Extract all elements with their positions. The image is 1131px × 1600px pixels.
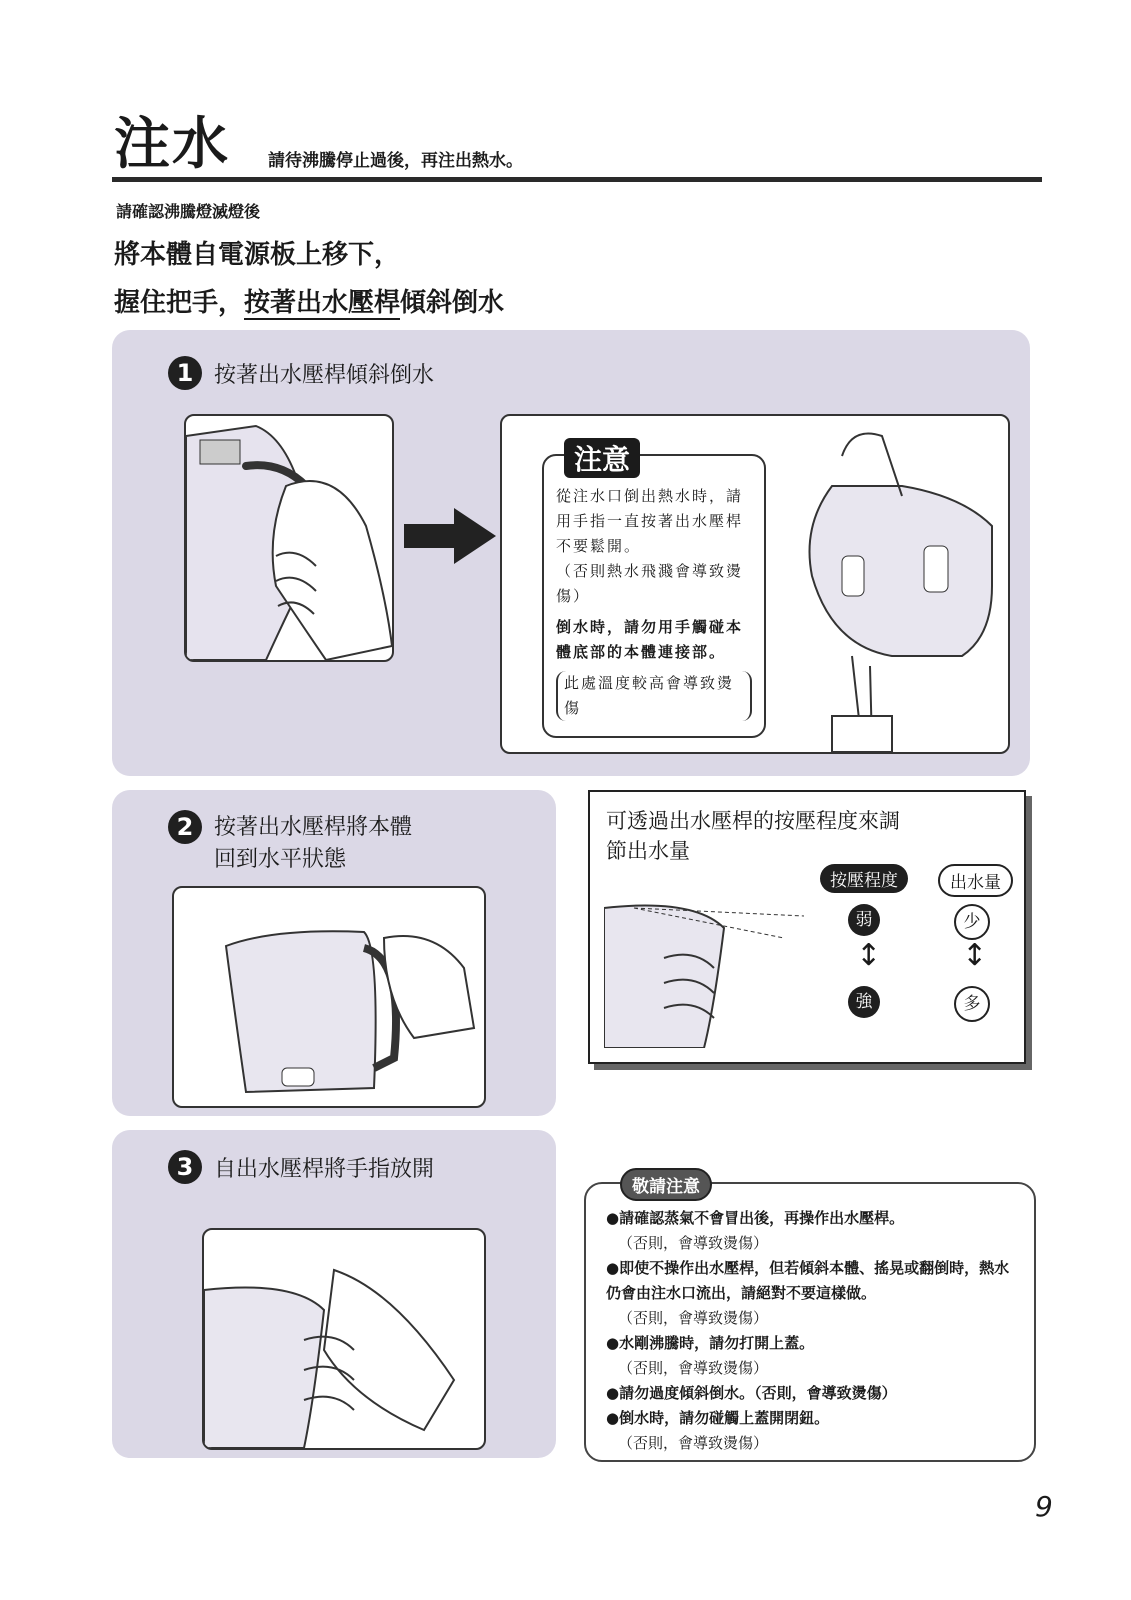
caution-text-p1-note: （否則熱水飛濺會導致燙傷） bbox=[556, 562, 744, 605]
note-item: ●即使不操作出水壓桿，但若傾斜本體、搖晃或翻倒時，熱水仍會由注水口流出，請絕對不要這樣做。 bbox=[606, 1259, 1010, 1302]
notes-tag: 敬請注意 bbox=[620, 1168, 712, 1201]
note-item-sub: （否則，會導致燙傷） bbox=[618, 1309, 769, 1327]
instruction-line-2 bbox=[114, 282, 504, 319]
caution-text bbox=[556, 484, 752, 721]
adjust-title-line1: 可透過出水壓桿的按壓程度來調 bbox=[606, 809, 900, 833]
page-title: 注水 bbox=[114, 112, 230, 177]
note-item: ●倒水時，請勿碰觸上蓋開閉鈕。 bbox=[606, 1409, 830, 1427]
strong-badge: 強 bbox=[848, 986, 880, 1018]
instruction-line-1: 將本體自電源板上移下， bbox=[114, 240, 401, 270]
note-item: ●請確認蒸氣不會冒出後，再操作出水壓桿。 bbox=[606, 1209, 905, 1227]
adjust-title-line2: 節出水量 bbox=[606, 839, 690, 863]
caution-text-p2: 倒水時，請勿用手觸碰本體底部的本體連接部。 bbox=[556, 618, 744, 661]
water-amount-label: 出水量 bbox=[938, 864, 1013, 897]
page-subtitle: 請待沸騰停止過後，再注出熱水。 bbox=[268, 151, 523, 171]
step3-title: 自出水壓桿將手指放開 bbox=[214, 1157, 435, 1182]
arrow-right-icon bbox=[404, 508, 496, 568]
note-item: ●水剛沸騰時，請勿打開上蓋。 bbox=[606, 1334, 815, 1352]
more-badge: 多 bbox=[954, 986, 990, 1022]
note-item-sub: （否則，會導致燙傷） bbox=[618, 1359, 769, 1377]
page-number: 9 bbox=[1035, 1490, 1053, 1523]
step3-number: 3 bbox=[168, 1150, 202, 1184]
kettle-level-illustration bbox=[174, 888, 484, 1106]
title-rule bbox=[112, 177, 1042, 182]
caution-text-p2-note: 此處溫度較高會導致燙傷 bbox=[556, 671, 752, 721]
press-level-label: 按壓程度 bbox=[820, 864, 908, 893]
caution-tag: 注意 bbox=[564, 438, 640, 478]
kettle-pouring-illustration bbox=[792, 416, 1008, 752]
caution-text-p1: 從注水口倒出熱水時，請用手指一直按著出水壓桿不要鬆開。 bbox=[556, 487, 744, 555]
release-finger-illustration bbox=[204, 1230, 484, 1448]
adjust-title bbox=[606, 806, 900, 866]
step2-illustration-frame bbox=[172, 886, 486, 1108]
step1-number: 1 bbox=[168, 356, 202, 390]
weak-badge: 弱 bbox=[848, 904, 880, 936]
step3-illustration-frame bbox=[202, 1228, 486, 1450]
note-item-sub: （否則，會導致燙傷） bbox=[618, 1434, 769, 1452]
pressure-adjust-box bbox=[588, 790, 1026, 1064]
instruction-suffix: 傾斜倒水 bbox=[400, 288, 505, 318]
step1-title: 按著出水壓桿傾斜倒水 bbox=[214, 363, 435, 388]
instruction-prefix: 握住把手， bbox=[114, 288, 245, 318]
note-item: ●請勿過度傾斜倒水。（否則，會導致燙傷） bbox=[606, 1384, 897, 1402]
less-badge: 少 bbox=[954, 904, 990, 940]
step1-caution-frame bbox=[500, 414, 1010, 754]
lever-press-illustration bbox=[604, 898, 824, 1048]
notes-list bbox=[606, 1206, 1016, 1456]
step2-title-line2: 回到水平狀態 bbox=[214, 847, 347, 872]
hand-on-lever-illustration bbox=[186, 416, 392, 660]
notes-box bbox=[584, 1182, 1036, 1462]
double-arrow-icon: ↕ bbox=[962, 938, 988, 973]
step1-illustration-frame bbox=[184, 414, 394, 662]
note-item-sub: （否則，會導致燙傷） bbox=[618, 1234, 769, 1252]
step2-title-line1: 按著出水壓桿將本體 bbox=[214, 815, 413, 840]
confirm-note: 請確認沸騰燈滅燈後 bbox=[116, 202, 261, 221]
double-arrow-icon: ↕ bbox=[856, 938, 882, 973]
step2-number: 2 bbox=[168, 810, 202, 844]
instruction-emphasis: 按著出水壓桿 bbox=[244, 288, 401, 318]
